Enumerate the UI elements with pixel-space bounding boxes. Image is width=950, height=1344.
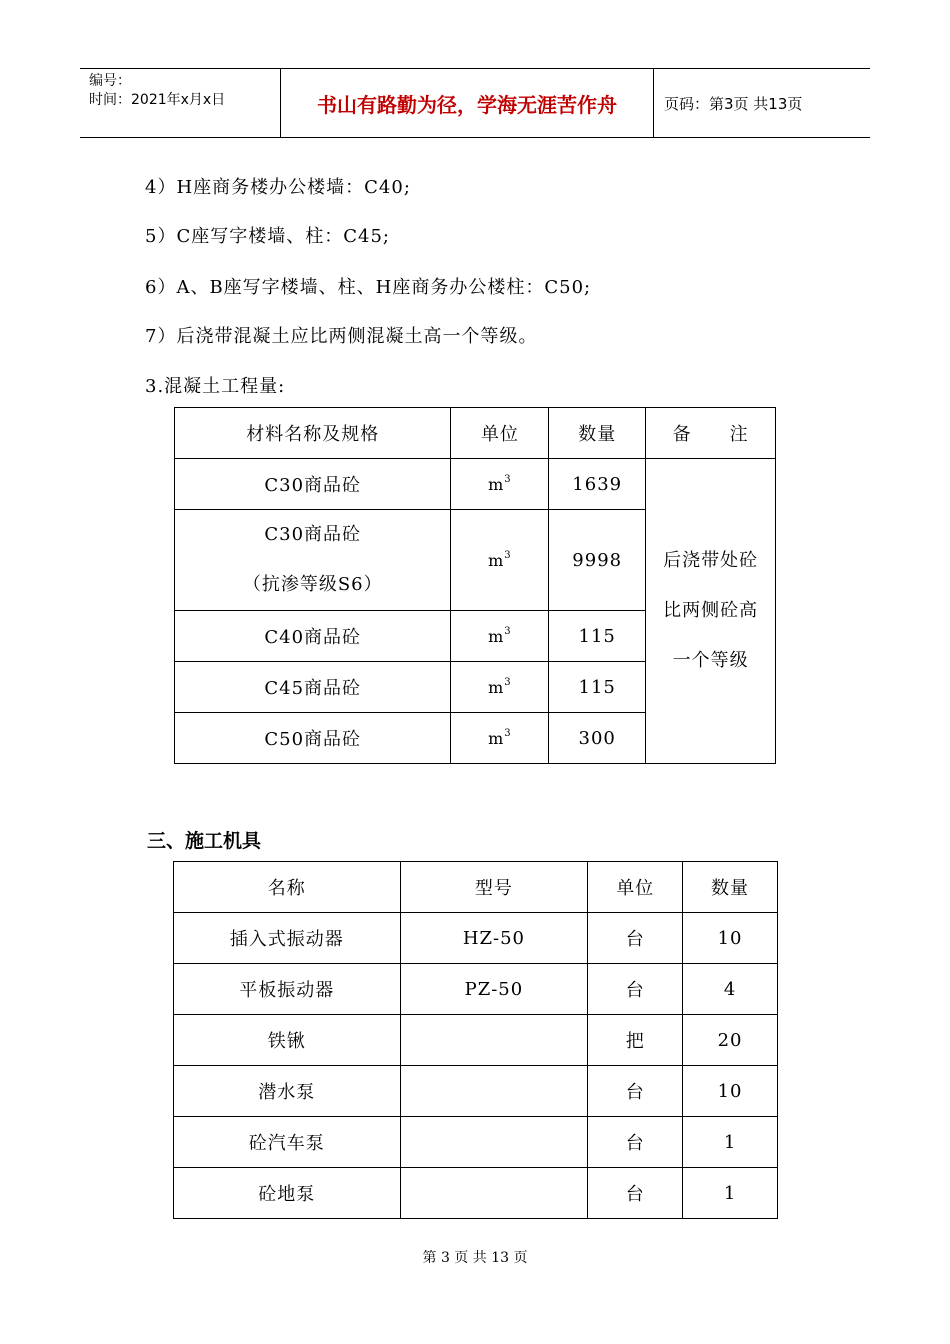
tool-qty: 1 [683, 1117, 778, 1168]
column-header: 单位 [588, 862, 683, 913]
equipment-table [173, 861, 778, 1219]
table-row [174, 964, 778, 1015]
tool-name: 插入式振动器 [174, 913, 401, 964]
tool-unit: 台 [588, 964, 683, 1015]
concrete-quantity-table [174, 407, 776, 764]
tool-name: 潜水泵 [174, 1066, 401, 1117]
table-row [174, 1117, 778, 1168]
tool-unit: 把 [588, 1015, 683, 1066]
column-header: 数量 [549, 408, 646, 459]
header-page-info: 页码：第3页 共13页 [664, 94, 803, 113]
tool-name: 砼地泵 [174, 1168, 401, 1219]
tool-name: 平板振动器 [174, 964, 401, 1015]
column-header: 单位 [451, 408, 549, 459]
tool-model: HZ-50 [400, 913, 588, 964]
column-header: 名称 [174, 862, 401, 913]
tool-model [400, 1015, 588, 1066]
table-row [175, 459, 776, 510]
column-header: 材料名称及规格 [175, 408, 451, 459]
material-qty: 1639 [549, 459, 646, 510]
material-unit: $m^3$ [451, 510, 549, 611]
tool-qty: 20 [683, 1015, 778, 1066]
material-unit: $m^3$ [451, 459, 549, 510]
table-row [174, 1168, 778, 1219]
page-footer: 第 3 页 共 13 页 [422, 1250, 528, 1266]
tool-qty: 10 [683, 1066, 778, 1117]
subsection-title: 3.混凝土工程量: [145, 376, 286, 397]
spec-line-4: 4）H座商务楼办公楼墙：C40; [145, 177, 411, 198]
column-header: 数量 [683, 862, 778, 913]
material-unit: $m^3$ [451, 662, 549, 713]
document-number-label: 编号： [89, 73, 131, 89]
material-name: C45商品砼 [175, 662, 451, 713]
tool-unit: 台 [588, 1117, 683, 1168]
header-meta [80, 69, 281, 137]
remark-cell [646, 459, 776, 764]
tool-qty: 4 [683, 964, 778, 1015]
tool-model: PZ-50 [400, 964, 588, 1015]
section-title-equipment: 三、施工机具 [147, 830, 262, 852]
material-qty: 9998 [549, 510, 646, 611]
spec-line-6: 6）A、B座写字楼墙、柱、H座商务办公楼柱：C50; [145, 277, 592, 298]
column-header: 备 注 [646, 408, 776, 459]
table-header-row [175, 408, 776, 459]
document-time-label: 时间：2021年x月x日 [89, 92, 226, 108]
table-row [174, 913, 778, 964]
material-unit: $m^3$ [451, 713, 549, 764]
table-row [174, 1066, 778, 1117]
tool-model [400, 1066, 588, 1117]
table-row [174, 1015, 778, 1066]
material-unit: $m^3$ [451, 611, 549, 662]
table-header-row [174, 862, 778, 913]
material-name: C30商品砼 [175, 459, 451, 510]
tool-unit: 台 [588, 1168, 683, 1219]
material-qty: 115 [549, 611, 646, 662]
column-header: 型号 [400, 862, 588, 913]
material-qty: 115 [549, 662, 646, 713]
tool-name: 砼汽车泵 [174, 1117, 401, 1168]
tool-qty: 10 [683, 913, 778, 964]
material-name: C50商品砼 [175, 713, 451, 764]
tool-qty: 1 [683, 1168, 778, 1219]
remark-line: 后浇带处砼 [663, 550, 759, 571]
tool-name: 铁锹 [174, 1015, 401, 1066]
material-name: C40商品砼 [175, 611, 451, 662]
tool-unit: 台 [588, 1066, 683, 1117]
remark-line: 一个等级 [672, 650, 749, 671]
spec-line-7: 7）后浇带混凝土应比两侧混凝土高一个等级。 [145, 326, 538, 347]
material-name: C30商品砼 （抗渗等级S6） [175, 510, 451, 611]
material-qty: 300 [549, 713, 646, 764]
header-motto: 书山有路勤为径，学海无涯苦作舟 [281, 69, 654, 137]
page-header [80, 68, 870, 138]
tool-model [400, 1168, 588, 1219]
spec-line-5: 5）C座写字楼墙、柱：C45; [145, 226, 390, 247]
tool-model [400, 1117, 588, 1168]
tool-unit: 台 [588, 913, 683, 964]
remark-line: 比两侧砼高 [663, 600, 759, 621]
